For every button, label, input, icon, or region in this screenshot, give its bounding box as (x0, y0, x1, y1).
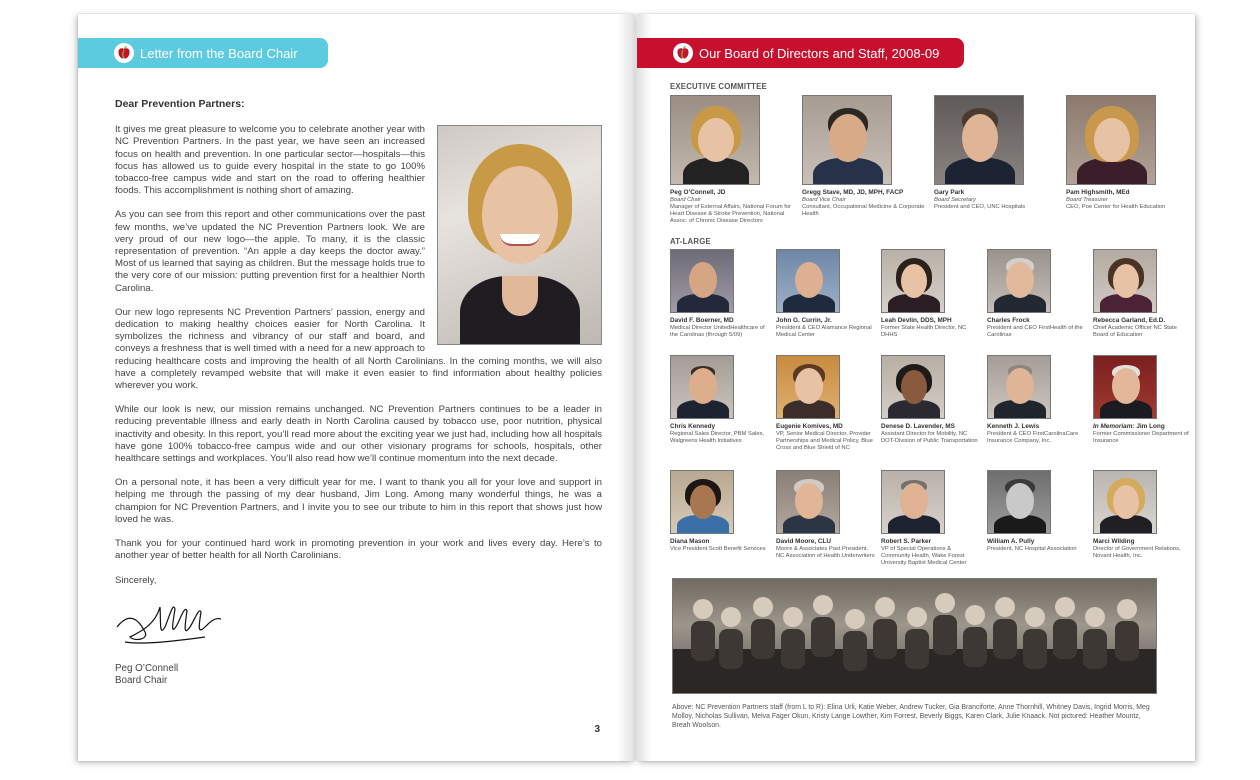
member-position: Board Treasurer (1066, 196, 1108, 203)
member-photo (987, 470, 1051, 534)
member-photo (881, 470, 945, 534)
at-large-member (776, 249, 876, 339)
member-photo (1093, 470, 1157, 534)
signer-title: Board Chair (115, 675, 168, 687)
at-large-member (670, 470, 770, 553)
at-large-member (1093, 249, 1193, 339)
member-photo (881, 249, 945, 313)
signature-image (115, 597, 225, 657)
at-large-member (776, 470, 876, 560)
letter-body (115, 98, 602, 688)
member-name: Jim Long (1136, 423, 1165, 430)
member-photo (934, 95, 1024, 185)
member-details: President and CEO, UNC Hospitals (934, 203, 1026, 210)
member-details: Assistant Director for Mobility, NC DOT-Division of Public Transportation (881, 430, 978, 444)
page-number: 3 (594, 724, 600, 735)
letter-paragraph-2: As you can see from this report and other communications over the past few months, we’ve updated the NC Prevention Partners look. We are very proud of our new logo—the apple. To many, it is the classic representation of prevention. “An apple a day keeps the doctor away.” Most of us learned that saying as children. But the message holds true to the very core of our mission: putting prevention first for a healthier North Carolina. (115, 209, 425, 294)
staff-group-photo (672, 578, 1157, 694)
member-details: Manager of External Affairs, National Forum for Heart Disease & Stroke Prevention, National Assoc. of Chronic Disease Directors (670, 203, 792, 224)
member-name: Peg O’Connell, JD (670, 189, 726, 196)
member-name: Charles Frock (987, 317, 1030, 324)
executive-member (934, 95, 1059, 211)
member-photo (987, 249, 1051, 313)
executive-member (670, 95, 795, 225)
member-name: Denese D. Lavender, MS (881, 423, 955, 430)
member-name: Leah Devlin, DDS, MPH (881, 317, 952, 324)
member-name: Marci Wilding (1093, 538, 1135, 545)
member-photo (670, 470, 734, 534)
member-name: Gregg Stave, MD, JD, MPH, FACP (802, 189, 904, 196)
at-large-label: AT-LARGE (670, 237, 711, 246)
member-position: Board Vice Chair (802, 196, 846, 203)
board-chair-photo (437, 125, 602, 345)
closing: Sincerely, (115, 574, 157, 586)
member-details: Consultant, Occupational Medicine & Corporate Health (802, 203, 925, 217)
member-details: VP, Senior Medical Director, Provider Partnerships and Medical Policy, Blue Cross and Blue Shield of NC (776, 430, 873, 451)
member-name: David F. Boerner, MD (670, 317, 734, 324)
member-name: John G. Currin, Jr. (776, 317, 832, 324)
letter-paragraph-4: While our look is new, our mission remains unchanged. NC Prevention Partners continues to be a leader in reducing preventable illness and early death in North Carolina caused by tobacco use, poor nutrition, physical inactivity and obesity. In this report, you’ll read more about the exciting year we just had, including how all hospitals have gone 100% tobacco-free campus wide and our other visionary programs for schools, hospitals, other healthcare settings and workplaces. You’ll also read how we’ll continue momentum into the next decade. (115, 404, 602, 465)
member-details: President & CEO Alamance Regional Medical Center (776, 324, 872, 338)
member-name: Gary Park (934, 189, 965, 196)
at-large-member (881, 470, 981, 567)
in-memoriam-prefix: In Memoriam: (1093, 423, 1135, 430)
letter-paragraph-6: Thank you for your continued hard work in promoting prevention in your work and lives every day. Here’s to another year of better health for all North Carolinians. (115, 538, 602, 562)
member-details: Former State Health Director, NC DHHS (881, 324, 967, 338)
member-name: Robert S. Parker (881, 538, 932, 545)
at-large-member (670, 249, 770, 339)
member-photo (1093, 249, 1157, 313)
executive-committee-label: EXECUTIVE COMMITTEE (670, 82, 767, 91)
at-large-member (987, 355, 1087, 445)
member-details: Former Commissioner Department of Insurance (1093, 430, 1189, 444)
letter-paragraph-1: It gives me great pleasure to welcome you to celebrate another year with NC Prevention Partners. In the past year, we have seen an increased focus on health and prevention. In one particular sector—hospitals—this focus has allowed us to guide every hospital in the state to go 100% tobacco-free campus wide and start on the road to offering healthier foods. This accomplishment is nothing short of amazing. (115, 124, 425, 197)
member-name: Diana Mason (670, 538, 710, 545)
member-photo (776, 355, 840, 419)
letter-header-title: Letter from the Board Chair (140, 45, 298, 61)
at-large-member (670, 355, 770, 445)
member-details: Moore & Associates Past President, NC Association of Health Underwriters (776, 545, 875, 559)
member-details: Vice President Scott Benefit Services (670, 545, 766, 552)
member-name: Chris Kennedy (670, 423, 716, 430)
member-name: Pam Highsmith, MEd (1066, 189, 1130, 196)
member-photo (1093, 355, 1157, 419)
left-page (78, 14, 635, 761)
letter-paragraph-5: On a personal note, it has been a very difficult year for me. I want to thank you all for your love and support in helping me through the passing of my dear husband, Jim Long. Among many wonderful things, he was a champion for NC Prevention Partners, and I invite you to see our tribute to him in this report that shows just how loved he was. (115, 477, 602, 525)
at-large-member (987, 470, 1087, 553)
letter-header-tab (78, 38, 328, 68)
right-page (637, 14, 1195, 761)
staff-group-illustration (673, 579, 1157, 694)
at-large-member (1093, 470, 1193, 560)
member-name: David Moore, CLU (776, 538, 832, 545)
signer-name: Peg O’Connell (115, 662, 179, 674)
apple-logo-icon (114, 43, 134, 63)
member-name: Rebecca Garland, Ed.D. (1093, 317, 1166, 324)
member-photo (776, 470, 840, 534)
letter-paragraph-3: Our new logo represents NC Prevention Partners’ passion, energy and dedication to making healthy choices easier for North Carolina. It symbolizes the richness and vibrancy of our staff and board, and conveys a freshness that is well timed with a need for a new approach to reducing healthcare costs and improving the health of all North Carolinians. In the coming months, we will also have a completely revamped website that will make it even easier to find information about healthy policies wherever you work. (115, 306, 602, 392)
member-name: Kenneth J. Lewis (987, 423, 1040, 430)
member-details: Chief Academic Officer NC State Board of Education (1093, 324, 1177, 338)
at-large-member (881, 249, 981, 339)
apple-logo-icon (673, 43, 693, 63)
member-details: CEO, Poe Center for Health Education (1066, 203, 1166, 210)
member-photo (776, 249, 840, 313)
member-details: Regional Sales Director, PBM Sales, Walgreens Health Initiatives (670, 430, 765, 444)
at-large-member (987, 249, 1087, 339)
executive-member (1066, 95, 1191, 211)
board-header-tab (637, 38, 964, 68)
member-details: VP of Special Operations & Community Health, Wake Forest University Baptist Medical Center (881, 545, 967, 566)
member-photo (1066, 95, 1156, 185)
at-large-member (776, 355, 876, 452)
member-position: Board Secretary (934, 196, 976, 203)
member-position: Board Chair (670, 196, 701, 203)
member-details: President & CEO FirstCarolinaCare Insurance Company, Inc. (987, 430, 1079, 444)
member-photo (670, 249, 734, 313)
member-photo (802, 95, 892, 185)
member-photo (670, 95, 760, 185)
at-large-member (1093, 355, 1193, 445)
salutation: Dear Prevention Partners: (115, 98, 245, 110)
member-details: Medical Director UnitedHealthcare of the Carolinas (through 5/09) (670, 324, 765, 338)
member-details: Director of Government Relations, Novant Health, Inc. (1093, 545, 1181, 559)
member-photo (881, 355, 945, 419)
staff-photo-caption: Above: NC Prevention Partners staff (from L to R): Elina Urli, Katie Weber, Andrew Tucker, Gia Branciforte, Anne Thornhill, Whitney Davis, Ingrid Morris, Meg Molloy, Nicholas Sullivan, Melva Fager Okun, Kristy Lange Lowther, Kim Forrest, Beverly Biggs, Karen Clark, Julie Knaack. Not pictured: Heather Mountz, Breah Woolson. (672, 704, 1150, 730)
at-large-member (881, 355, 981, 445)
member-details: President, NC Hospital Association (987, 545, 1077, 552)
member-photo (987, 355, 1051, 419)
member-name: William A. Pully (987, 538, 1035, 545)
executive-member (802, 95, 927, 218)
board-header-title: Our Board of Directors and Staff, 2008-09 (699, 45, 940, 61)
member-photo (670, 355, 734, 419)
member-name: Eugenie Komives, MD (776, 423, 843, 430)
member-details: President and CEO FirstHealth of the Carolinas (987, 324, 1083, 338)
